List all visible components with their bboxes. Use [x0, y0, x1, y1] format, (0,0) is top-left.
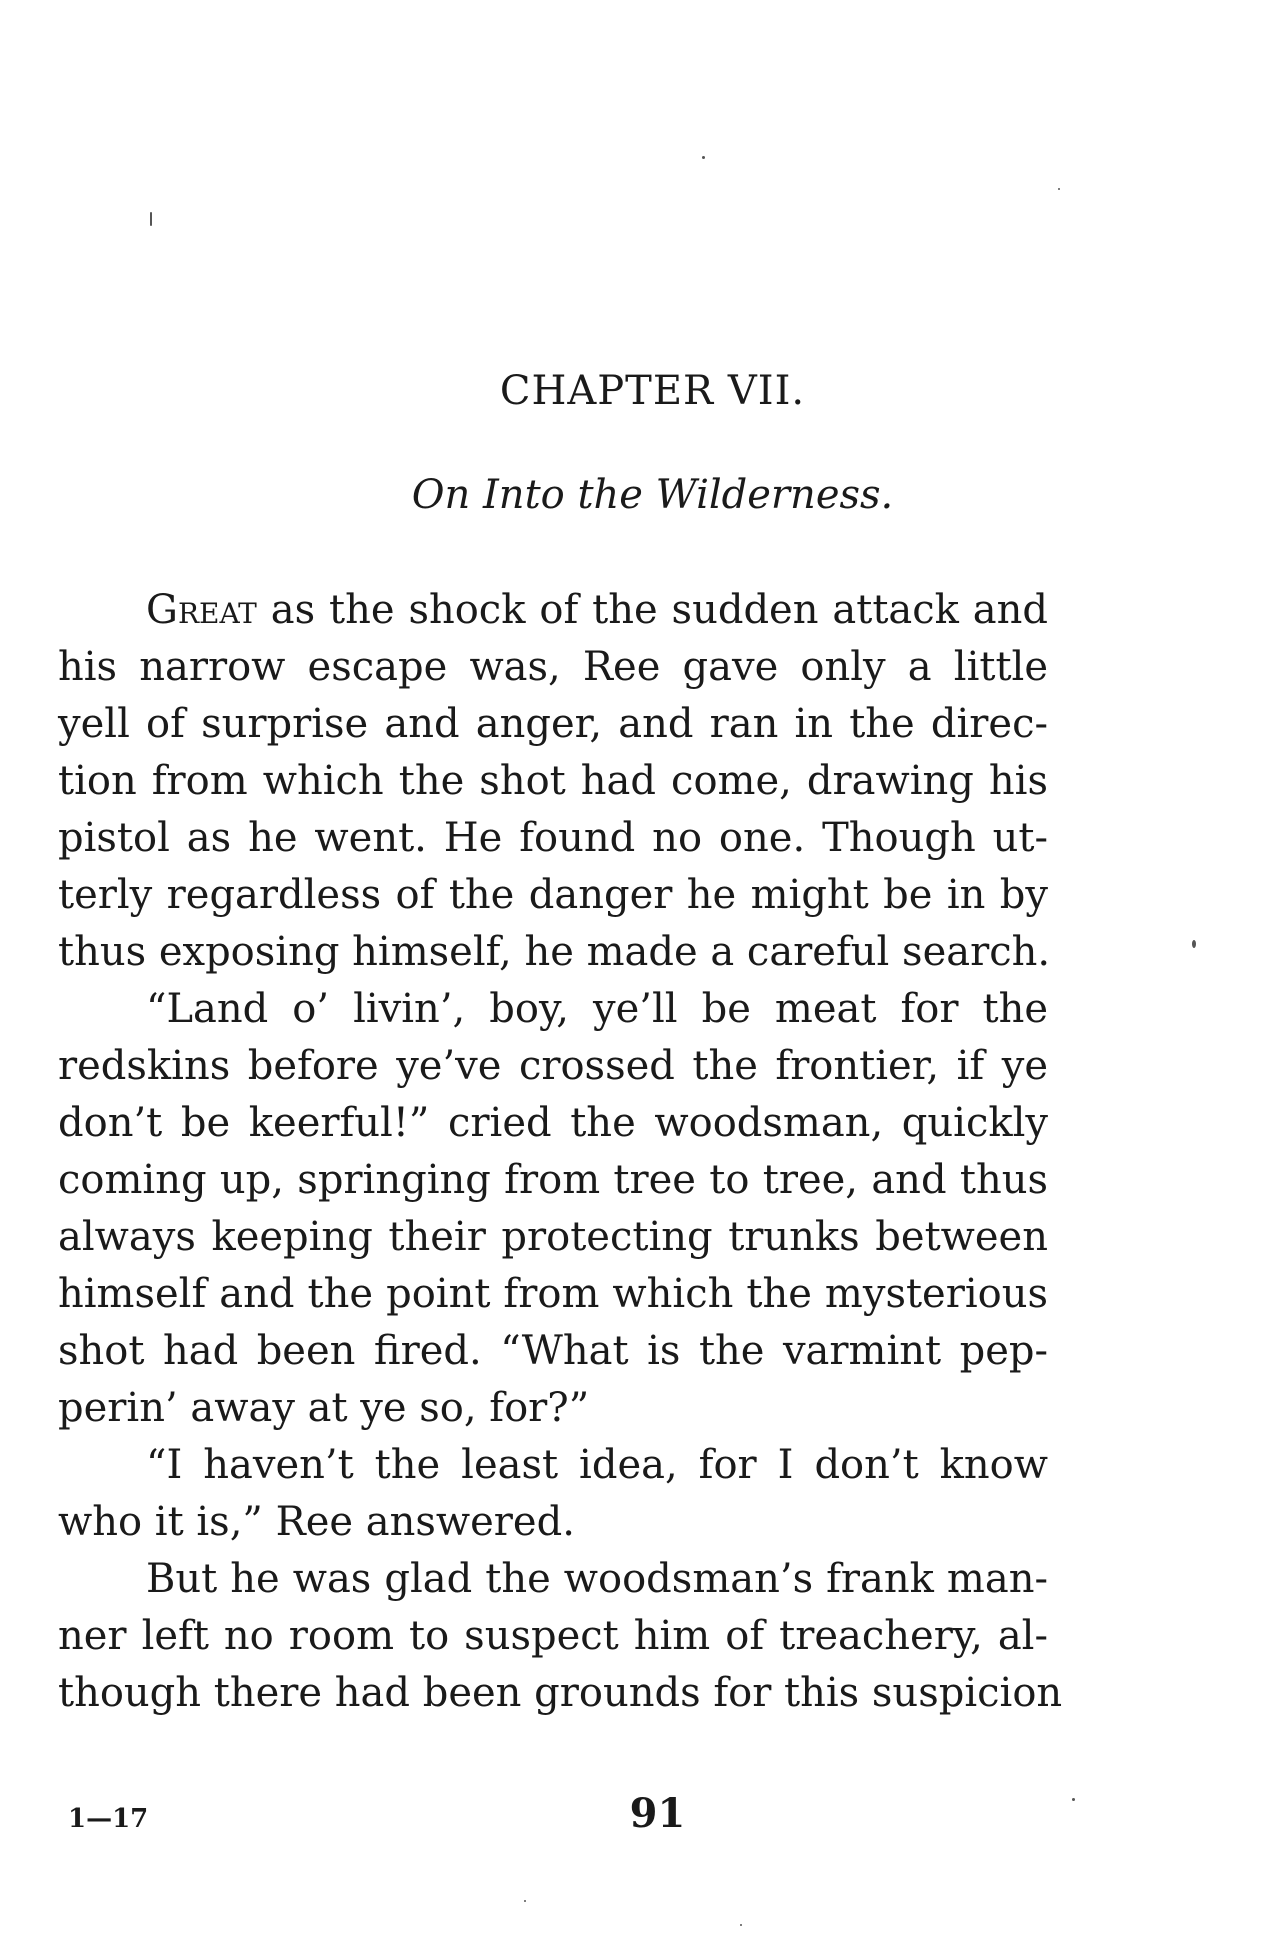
- scan-speck: [702, 156, 705, 159]
- text-line: perin’ away at ye so, for?”: [58, 1385, 590, 1431]
- text-line: don’t be keerful!” cried the woodsman, quickly: [58, 1100, 1048, 1146]
- body-text: [58, 582, 1063, 1722]
- text-line: yell of surprise and anger, and ran in the direc-: [58, 701, 1048, 747]
- scan-speck: [524, 1900, 526, 1902]
- scan-speck: [1072, 1798, 1075, 1801]
- text-line: “Land o’ livin’, boy, ye’ll be meat for the: [146, 986, 1048, 1032]
- signature-mark: 1—17: [68, 1804, 149, 1834]
- text-line: though there had been grounds for this suspicion: [58, 1670, 1063, 1716]
- page-number: 91: [629, 1790, 686, 1837]
- text-line: who it is,” Ree answered.: [58, 1499, 575, 1545]
- text-line: ner left no room to suspect him of treachery, al-: [58, 1613, 1048, 1659]
- text-line: shot had been fired. “What is the varmint pep-: [58, 1328, 1048, 1374]
- scan-speck: [740, 1924, 742, 1926]
- chapter-title: CHAPTER VII.: [499, 368, 806, 414]
- text-line: [58, 582, 1048, 639]
- text-line: terly regardless of the danger he might be in by: [58, 872, 1048, 918]
- text-line: coming up, springing from tree to tree, and thus: [58, 1157, 1048, 1203]
- text-line: always keeping their protecting trunks between: [58, 1214, 1048, 1260]
- text-line: himself and the point from which the mysterious: [58, 1271, 1048, 1317]
- scan-speck: [1058, 188, 1060, 190]
- text-line-content: as the shock of the sudden attack and: [256, 587, 1048, 633]
- scan-speck: [150, 212, 152, 226]
- chapter-subtitle: On Into the Wilderness.: [411, 472, 894, 518]
- text-line: pistol as he went. He found no one. Though ut-: [58, 815, 1048, 861]
- text-line: his narrow escape was, Ree gave only a little: [58, 644, 1048, 690]
- text-line: tion from which the shot had come, drawing his: [58, 758, 1048, 804]
- text-line: thus exposing himself, he made a careful search.: [58, 929, 1051, 975]
- dropcap-word: Great: [146, 587, 257, 633]
- text-line: redskins before ye’ve crossed the frontier, if ye: [58, 1043, 1048, 1089]
- text-line: But he was glad the woodsman’s frank man-: [146, 1556, 1048, 1602]
- text-line: “I haven’t the least idea, for I don’t know: [146, 1442, 1048, 1488]
- scan-speck: [1192, 940, 1196, 948]
